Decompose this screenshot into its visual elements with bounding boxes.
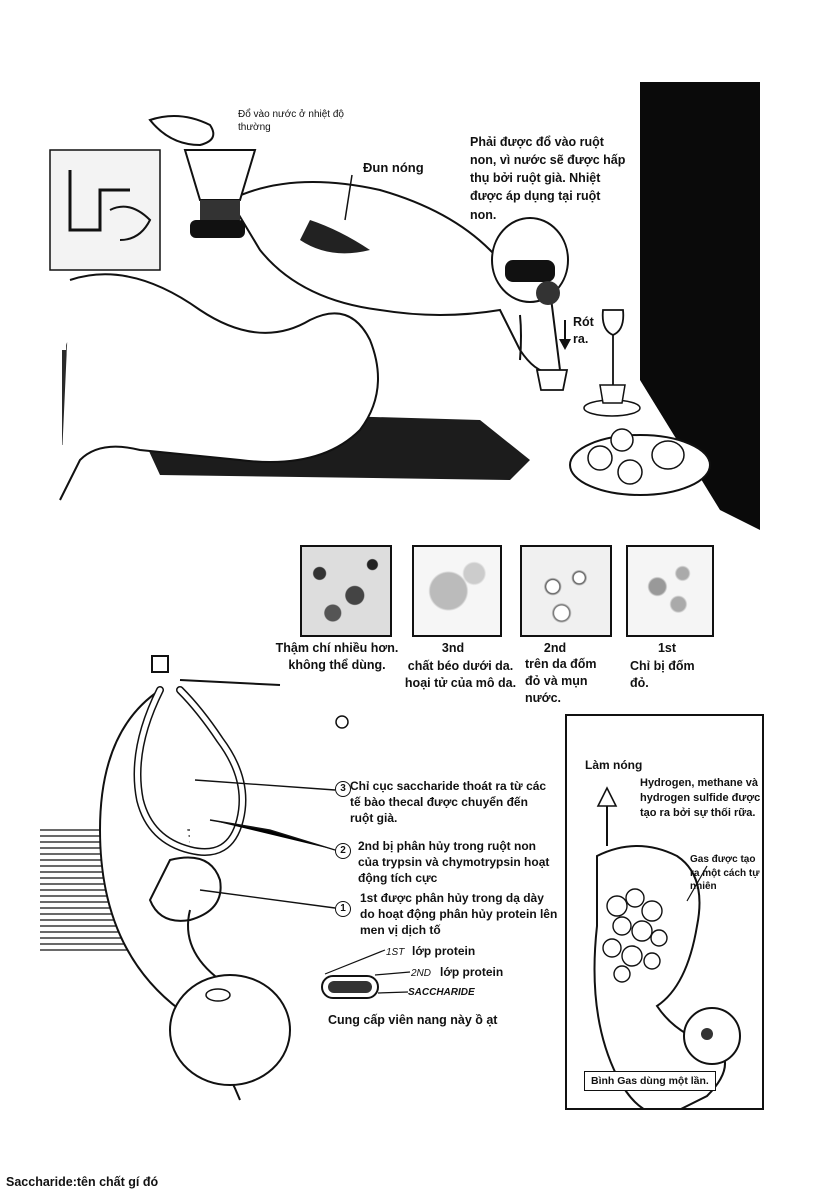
note-pour-water: Đổ vào nước ở nhiệt độ thường [238, 109, 344, 133]
burn-caption-2nd: trên da đốm đỏ và mụn nước. [525, 657, 597, 705]
gas-panel-drawing [567, 716, 762, 1108]
step-3-marker: 3 [335, 781, 351, 797]
figure-drawing [40, 80, 760, 530]
label-heat: Đun nóng [363, 160, 424, 175]
capsule-1st-label: lớp protein [412, 944, 476, 958]
label-pour-out: Rót ra. [573, 315, 594, 346]
gas-panel [565, 714, 764, 1110]
capsule-2nd-label: lớp protein [440, 965, 504, 979]
burn-panel-worst [300, 545, 392, 637]
footer-note: Saccharide:tên chất gí đó [6, 1175, 159, 1189]
capsule-caption: Cung cấp viên nang này ồ ạt [328, 1013, 498, 1027]
step-1-text: 1st được phân hủy trong dạ dày do hoạt động phân hủy protein lên men vị dịch tố [360, 891, 558, 938]
gas-heat-label: Làm nóng [585, 758, 643, 772]
capsule-2nd-tag: 2ND [411, 968, 432, 979]
step-1-marker: 1 [335, 901, 351, 917]
gas-description: Hydrogen, methane và hydrogen sulfide được tạo ra bởi sự thối rữa. [640, 777, 761, 819]
capsule-1st-tag: 1ST [386, 947, 405, 958]
note-small-intestine: Phải được đổ vào ruột non, vì nước sẽ được hấp thụ bởi ruột già. Nhiệt được áp dụng tại ruột non. [470, 135, 626, 222]
burn-title-3rd: 3nd [441, 641, 465, 655]
burn-caption-1st: Chỉ bị đốm đỏ. [630, 659, 695, 690]
burn-panel-3rd [412, 545, 502, 637]
burn-panel-1st [626, 545, 714, 637]
step-3-text: Chỉ cục saccharide thoát ra từ các tế bào thecal được chuyển đến ruột già. [350, 779, 547, 826]
burn-title-1st: 1st [657, 641, 677, 655]
burn-caption-3rd: chất béo dưới da. hoại tử của mô da. [404, 659, 517, 690]
gas-natural-label: Gas được tạo ra một cách tự nhiên [690, 854, 760, 892]
step-2-text: 2nd bị phân hủy trong ruột non của trypsin và chymotrypsin hoạt động tích cực [358, 839, 550, 886]
top-illustration [40, 80, 760, 530]
step-2-marker: 2 [335, 843, 351, 859]
burn-panel-2nd [520, 545, 612, 637]
burn-title-2nd: 2nd [543, 641, 567, 655]
burn-caption-worst: Thậm chí nhiều hơn. không thể dùng. [275, 641, 399, 672]
gas-box-label: Bình Gas dùng một lần. [584, 1071, 716, 1091]
capsule-core-label: SACCHARIDE [408, 987, 475, 998]
